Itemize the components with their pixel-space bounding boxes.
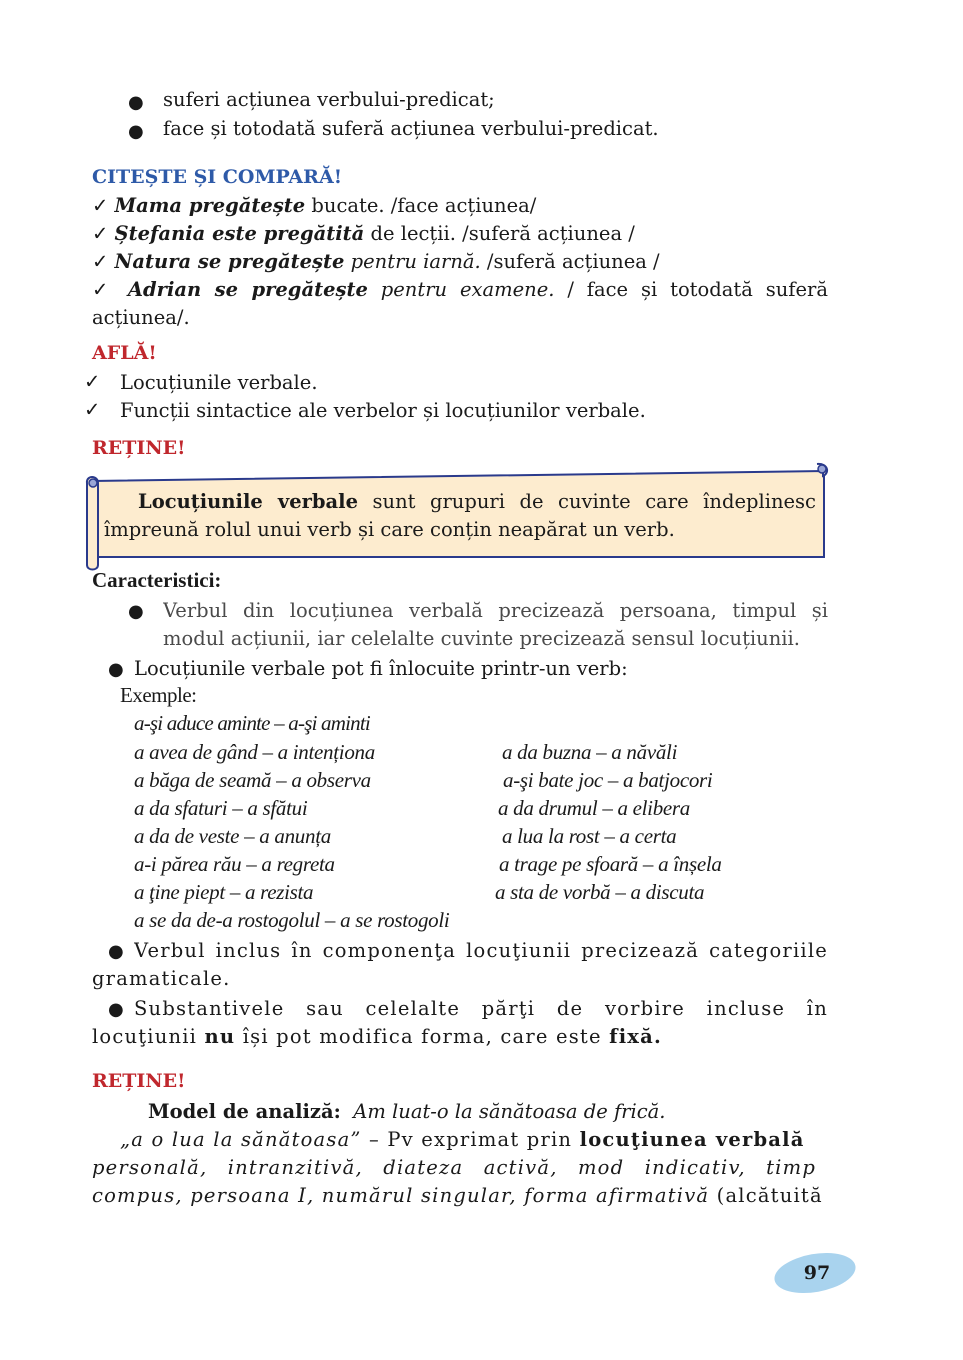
retine-heading-1: REȚINE! bbox=[92, 437, 186, 459]
page-number: 97 bbox=[803, 1262, 831, 1284]
characteristic-2: Locuțiunile verbale pot fi înlocuite printr-un verb: bbox=[134, 657, 628, 680]
bullet-dot: ● bbox=[128, 601, 144, 622]
example-right-4: a lua la rost – a certa bbox=[502, 824, 677, 848]
compare-item-2: ✓ Ștefania este pregătită de lecții. /suferă acțiunea / bbox=[92, 222, 635, 245]
check-icon: ✓ bbox=[92, 222, 115, 245]
characteristic-1-line-2: modul acțiunii, iar celelalte cuvinte precizează sensul locuțiunii. bbox=[163, 627, 800, 650]
characteristics-heading: Caracteristici: bbox=[92, 568, 222, 592]
top-bullet-1: suferi acțiunea verbului-predicat; bbox=[163, 88, 495, 111]
learn-heading: AFLĂ! bbox=[92, 342, 157, 364]
model-line: Model de analiză: Am luat-o la sănătoasa de frică. bbox=[148, 1100, 666, 1123]
example-left-5: a-i părea rău – a regreta bbox=[134, 852, 335, 876]
characteristic-3-line-2: gramaticale. bbox=[92, 967, 231, 990]
check-icon: ✓ bbox=[92, 194, 115, 217]
example-left-2: a băga de seamă – a observa bbox=[134, 768, 371, 792]
example-first: a-şi aduce aminte – a-şi aminti bbox=[134, 711, 370, 735]
example-left-1: a avea de gând – a intenționa bbox=[134, 740, 375, 764]
analysis-line-3: compus, persoana I, numărul singular, forma afirmativă (alcătuită bbox=[92, 1184, 823, 1207]
compare-item-4-cont: acțiunea/. bbox=[92, 306, 190, 329]
bullet-dot: ● bbox=[128, 92, 144, 113]
check-icon: ✓ bbox=[84, 398, 101, 421]
bullet-dot: ● bbox=[108, 941, 124, 962]
check-icon: ✓ bbox=[92, 250, 115, 273]
example-left-6: a ţine piept – a rezista bbox=[134, 880, 314, 904]
analysis-line-1: „a o lua la sănătoasa” – Pv exprimat prin locuţiunea verbală bbox=[120, 1128, 805, 1151]
compare-item-4: ✓ Adrian se pregătește pentru examene. / face și totodată suferă bbox=[92, 278, 828, 301]
example-right-2: a-şi bate joc – a batjocori bbox=[503, 768, 713, 792]
bullet-dot: ● bbox=[128, 121, 144, 142]
compare-item-1: ✓ Mama pregătește bucate. /face acțiunea/ bbox=[92, 194, 537, 217]
example-right-6: a sta de vorbă – a discuta bbox=[495, 880, 705, 904]
definition-line-1: Locuțiunile verbale sunt grupuri de cuvinte care îndeplinesc bbox=[138, 490, 816, 513]
characteristic-3-line-1: Verbul inclus în componenţa locuţiunii precizează categoriile bbox=[134, 939, 828, 962]
characteristic-1-line-1: Verbul din locuțiunea verbală precizează persoana, timpul și bbox=[163, 599, 828, 622]
learn-item-2: Funcții sintactice ale verbelor și locuțiunilor verbale. bbox=[120, 399, 646, 422]
analysis-line-2: personală, intranzitivă, diateza activă, mod indicativ, timp bbox=[92, 1156, 816, 1179]
example-last: a se da de-a rostogolul – a se rostogoli bbox=[134, 908, 450, 932]
retine-heading-2: REȚINE! bbox=[92, 1070, 186, 1092]
check-icon: ✓ bbox=[84, 370, 101, 393]
example-right-5: a trage pe sfoară – a înșela bbox=[499, 852, 722, 876]
bullet-dot: ● bbox=[108, 999, 124, 1020]
learn-item-1: Locuțiunile verbale. bbox=[120, 371, 318, 394]
compare-item-3: ✓ Natura se pregătește pentru iarnă. /suferă acțiunea / bbox=[92, 250, 660, 273]
check-icon: ✓ bbox=[92, 278, 128, 301]
example-right-3: a da drumul – a elibera bbox=[498, 796, 691, 820]
example-left-3: a da sfaturi – a sfătui bbox=[134, 796, 308, 820]
bullet-dot: ● bbox=[108, 659, 124, 680]
example-left-4: a da de veste – a anunța bbox=[134, 824, 331, 848]
characteristic-4-line-2: locuţiunii nu își pot modifica forma, care este fixă. bbox=[92, 1025, 662, 1048]
top-bullet-2: face și totodată suferă acțiunea verbului-predicat. bbox=[163, 117, 659, 140]
characteristic-4-line-1: Substantivele sau celelalte părţi de vorbire incluse în bbox=[134, 997, 828, 1020]
read-compare-heading: CITEȘTE ȘI COMPARĂ! bbox=[92, 166, 343, 188]
example-right-1: a da buzna – a năvăli bbox=[502, 740, 678, 764]
examples-label: Exemple: bbox=[120, 683, 197, 707]
definition-line-2: împreună rolul unui verb și care conțin neapărat un verb. bbox=[104, 518, 675, 541]
